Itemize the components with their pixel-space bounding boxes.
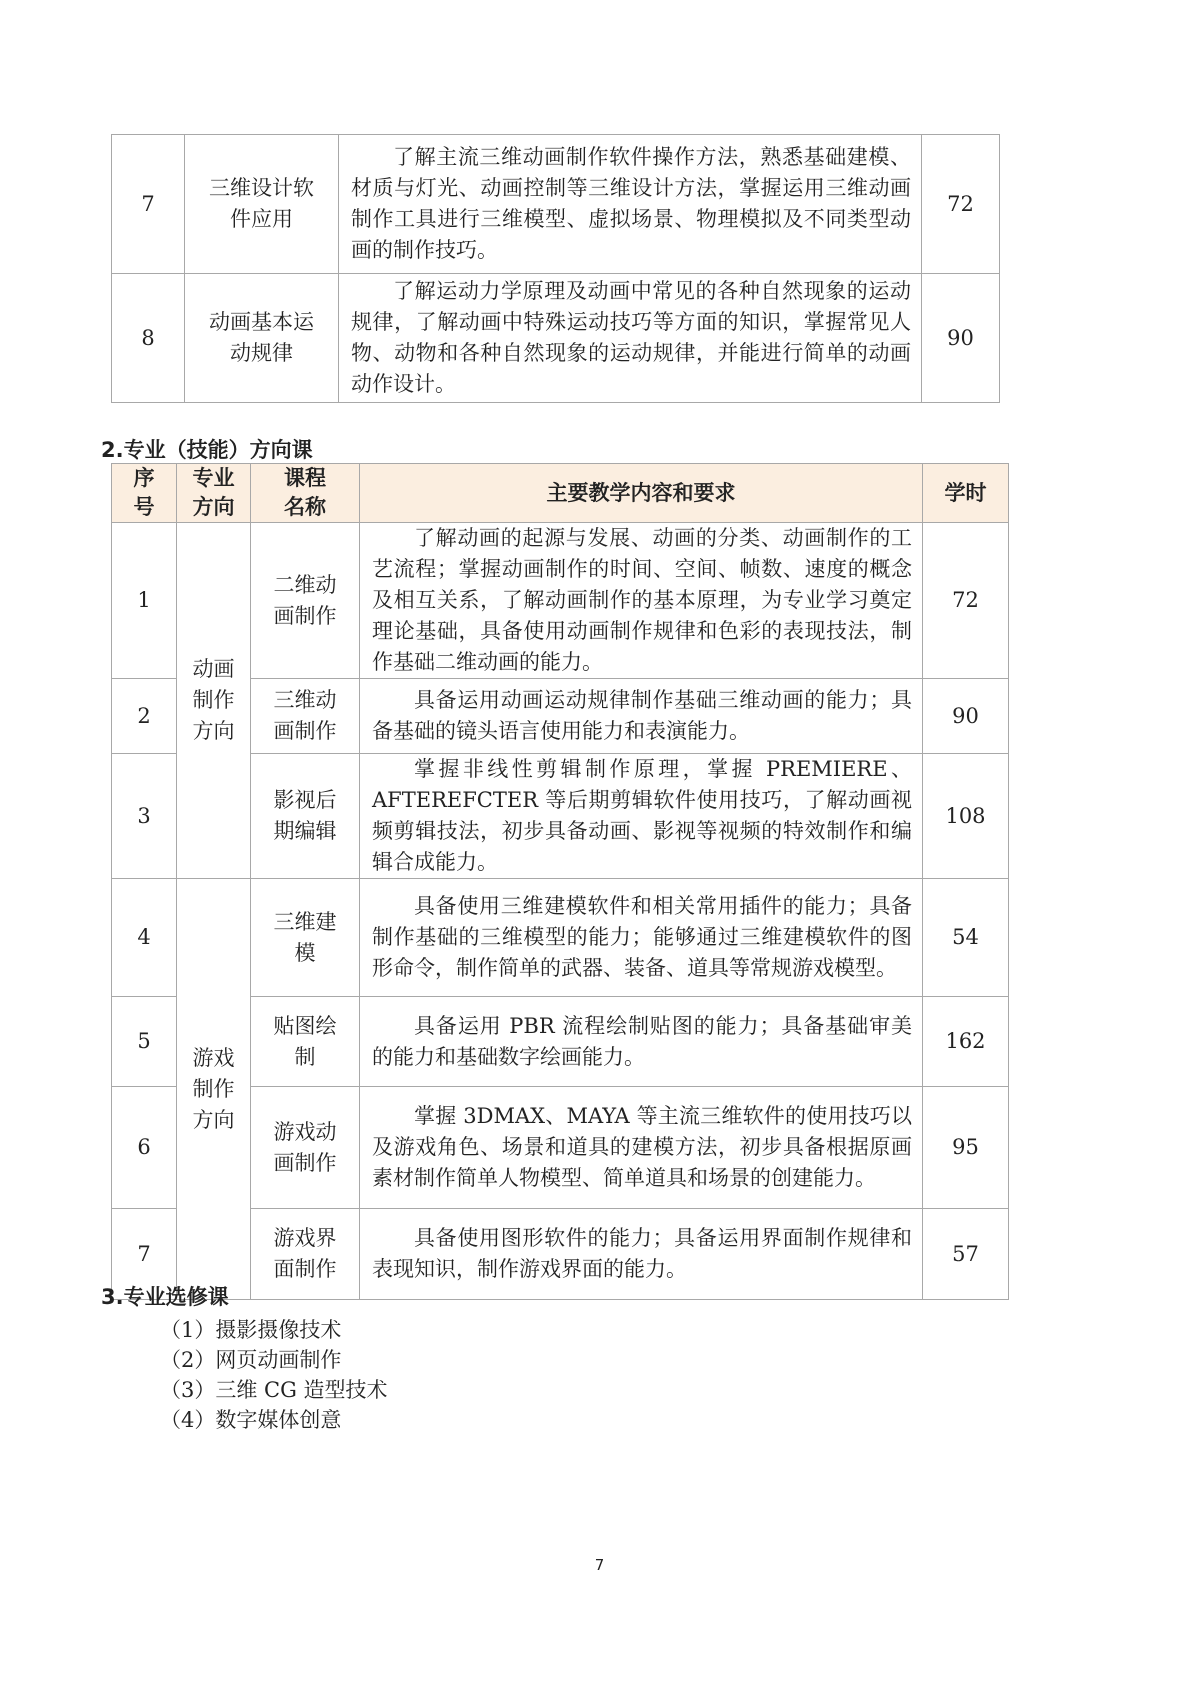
course-description: 具备运用 PBR 流程绘制贴图的能力；具备基础审美的能力和基础数字绘画能力。 bbox=[360, 997, 923, 1087]
table-row bbox=[112, 274, 1000, 403]
table-row bbox=[112, 879, 1009, 997]
header-course-name: 课程名称 bbox=[251, 464, 360, 523]
course-description: 了解动画的起源与发展、动画的分类、动画制作的工艺流程；掌握动画制作的时间、空间、帧数、速度的概念及相互关系，了解动画制作的基本原理，为专业学习奠定理论基础，具备使用动画制作规律和色彩的表现技法，制作基础二维动画的能力。 bbox=[360, 523, 923, 679]
course-number: 7 bbox=[112, 135, 185, 274]
course-description: 具备使用三维建模软件和相关常用插件的能力；具备制作基础的三维模型的能力；能够通过三维建模软件的图形命令，制作简单的武器、装备、道具等常规游戏模型。 bbox=[360, 879, 923, 997]
course-number: 7 bbox=[112, 1209, 177, 1300]
course-hours: 54 bbox=[923, 879, 1009, 997]
course-name: 三维动画制作 bbox=[251, 679, 360, 754]
course-description: 具备运用动画运动规律制作基础三维动画的能力；具备基础的镜头语言使用能力和表演能力。 bbox=[360, 679, 923, 754]
page-number: 7 bbox=[594, 1556, 605, 1574]
direction-cell: 游戏制作方向 bbox=[177, 879, 251, 1300]
course-hours: 72 bbox=[923, 523, 1009, 679]
header-hours: 学时 bbox=[923, 464, 1009, 523]
header-content: 主要教学内容和要求 bbox=[360, 464, 923, 523]
course-name: 游戏界面制作 bbox=[251, 1209, 360, 1300]
course-number: 2 bbox=[112, 679, 177, 754]
elective-item: （1）摄影摄像技术 bbox=[160, 1318, 342, 1342]
course-hours: 108 bbox=[923, 754, 1009, 879]
header-number: 序号 bbox=[112, 464, 177, 523]
core-course-table bbox=[111, 134, 1000, 403]
course-number: 8 bbox=[112, 274, 185, 403]
course-name: 三维设计软件应用 bbox=[185, 135, 339, 274]
course-name: 影视后期编辑 bbox=[251, 754, 360, 879]
course-name: 二维动画制作 bbox=[251, 523, 360, 679]
course-number: 1 bbox=[112, 523, 177, 679]
course-description: 了解运动力学原理及动画中常见的各种自然现象的运动规律，了解动画中特殊运动技巧等方面的知识，掌握常见人物、动物和各种自然现象的运动规律，并能进行简单的动画动作设计。 bbox=[339, 274, 922, 403]
course-description: 具备使用图形软件的能力；具备运用界面制作规律和表现知识，制作游戏界面的能力。 bbox=[360, 1209, 923, 1300]
table-row bbox=[112, 135, 1000, 274]
course-hours: 90 bbox=[923, 679, 1009, 754]
course-description: 了解主流三维动画制作软件操作方法，熟悉基础建模、材质与灯光、动画控制等三维设计方法，掌握运用三维动画制作工具进行三维模型、虚拟场景、物理模拟及不同类型动画的制作技巧。 bbox=[339, 135, 922, 274]
header-direction: 专业方向 bbox=[177, 464, 251, 523]
course-hours: 90 bbox=[922, 274, 1000, 403]
table-header-row bbox=[112, 464, 1009, 523]
course-hours: 57 bbox=[923, 1209, 1009, 1300]
course-hours: 162 bbox=[923, 997, 1009, 1087]
course-number: 3 bbox=[112, 754, 177, 879]
direction-cell: 动画制作方向 bbox=[177, 523, 251, 879]
course-number: 4 bbox=[112, 879, 177, 997]
course-number: 6 bbox=[112, 1087, 177, 1209]
elective-item: （2）网页动画制作 bbox=[160, 1348, 342, 1372]
course-hours: 72 bbox=[922, 135, 1000, 274]
course-hours: 95 bbox=[923, 1087, 1009, 1209]
course-name: 三维建模 bbox=[251, 879, 360, 997]
course-name: 动画基本运动规律 bbox=[185, 274, 339, 403]
elective-item: （4）数字媒体创意 bbox=[160, 1408, 342, 1432]
section-title: 2.专业（技能）方向课 bbox=[101, 438, 313, 462]
course-description: 掌握非线性剪辑制作原理，掌握 PREMIERE、AFTEREFCTER 等后期剪辑软件使用技巧，了解动画视频剪辑技法，初步具备动画、影视等视频的特效制作和编辑合成能力。 bbox=[360, 754, 923, 879]
course-name: 游戏动画制作 bbox=[251, 1087, 360, 1209]
table-row bbox=[112, 523, 1009, 679]
course-number: 5 bbox=[112, 997, 177, 1087]
course-name: 贴图绘制 bbox=[251, 997, 360, 1087]
direction-course-table bbox=[111, 463, 1009, 1300]
section-title: 3.专业选修课 bbox=[101, 1285, 229, 1309]
course-description: 掌握 3DMAX、MAYA 等主流三维软件的使用技巧以及游戏角色、场景和道具的建模方法，初步具备根据原画素材制作简单人物模型、简单道具和场景的创建能力。 bbox=[360, 1087, 923, 1209]
elective-item: （3）三维 CG 造型技术 bbox=[160, 1378, 388, 1402]
